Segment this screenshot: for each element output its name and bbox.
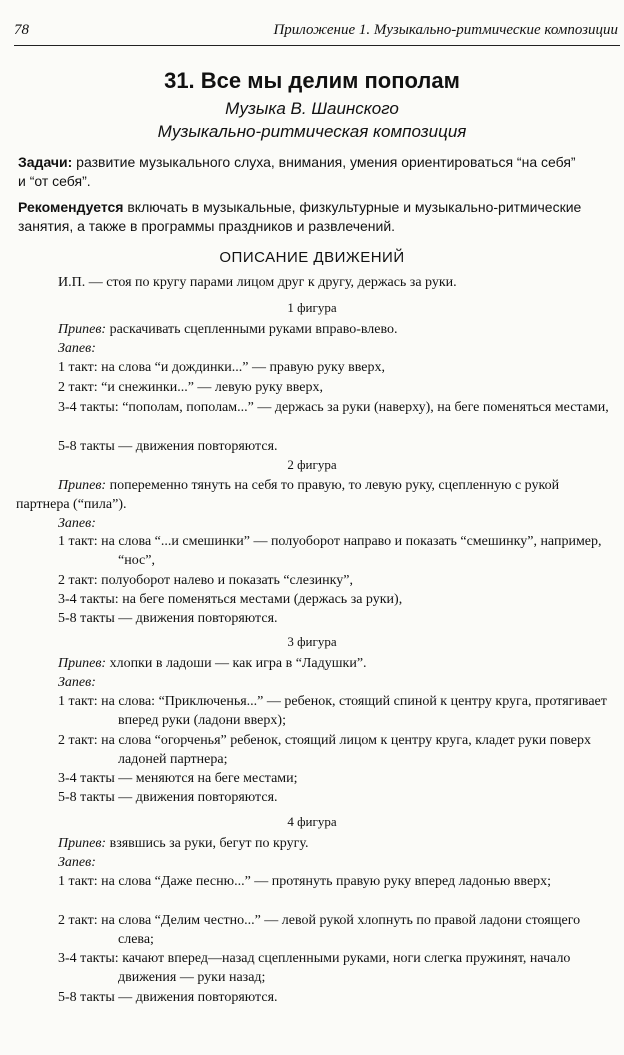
step-item: 3-4 такты: на беге поменяться местами (держась за руки), — [58, 592, 403, 607]
figure-heading: 3 фигура — [287, 634, 337, 649]
recommended-text-2: занятия, а также в программы праздников и развлечений. — [18, 218, 396, 234]
composer-subtitle: Музыка В. Шаинского — [225, 99, 399, 118]
chorus-text: хлопки в ладоши — как игра в “Ладушки”. — [106, 656, 367, 671]
step-item: 5-8 такты — движения повторяются. — [58, 611, 278, 626]
step-item: 3-4 такты: “пополам, пополам...” — держась за руки (наверху), на беге поменяться местами, — [58, 400, 609, 415]
verse-label: Запев: — [58, 675, 96, 690]
section-heading: ОПИСАНИЕ ДВИЖЕНИЙ — [219, 249, 405, 266]
step-item: 2 такт: “и снежинки...” — левую руку вверх, — [58, 380, 323, 395]
step-item: 5-8 такты — движения повторяются. — [58, 790, 278, 805]
step-item: 1 такт: на слова “и дождинки...” — правую руку вверх, — [58, 360, 386, 375]
start-position: И.П. — стоя по кругу парами лицом друг к другу, держась за руки. — [58, 275, 457, 290]
figure-heading: 4 фигура — [287, 814, 337, 829]
step-item: 5-8 такты — движения повторяются. — [58, 990, 278, 1005]
chorus-text: попеременно тянуть на себя то правую, то левую руку, сцепленную с рукой партнера (“пила”). — [16, 478, 560, 512]
genre-subtitle: Музыкально-ритмическая композиция — [157, 122, 467, 141]
step-item: 5-8 такты — движения повторяются. — [58, 439, 278, 454]
verse-label: Запев: — [58, 516, 96, 531]
chorus-text: раскачивать сцепленными руками вправо-влево. — [106, 322, 398, 337]
chorus-line — [58, 654, 618, 673]
step-item: 1 такт: на слова “...и смешинки” — полуоборот направо и показать “смешинку”, например, “нос”, — [58, 534, 602, 568]
chorus-line — [58, 834, 618, 853]
page-title: 31. Все мы делим пополам — [164, 68, 460, 93]
figure-heading: 2 фигура — [287, 457, 337, 472]
tasks-label: Задачи: — [18, 154, 73, 170]
tasks-paragraph — [18, 153, 618, 191]
recommended-label: Рекомендуется — [18, 199, 124, 215]
step-item: 2 такт: на слова “огорченья” ребенок, стоящий лицом к центру круга, кладет руки поверх ладоней партнера; — [58, 733, 592, 767]
step-item: 3-4 такты — меняются на беге местами; — [58, 771, 298, 786]
running-title: Приложение 1. Музыкально-ритмические композиции — [273, 22, 618, 38]
step-item: 3-4 такты: качают вперед—назад сцепленными руками, ноги слегка пружинят, начало движения — руки назад; — [58, 951, 571, 985]
chorus-line — [58, 320, 618, 339]
chorus-label: Припев: — [58, 836, 107, 851]
chorus-label: Припев: — [58, 322, 107, 337]
recommended-text-1: включать в музыкальные, физкультурные и музыкально-ритмические — [123, 199, 582, 215]
step-item: 2 такт: на слова “Делим честно...” — левой рукой хлопнуть по правой ладони стоящего слева; — [58, 913, 581, 947]
step-item: 1 такт: на слова: “Приключенья...” — ребенок, стоящий спиной к центру круга, протягивает вперед руки (ладони вверх); — [58, 694, 607, 728]
header-rule — [14, 45, 620, 46]
chorus-label: Припев: — [58, 478, 107, 493]
figure-heading: 1 фигура — [287, 300, 337, 315]
page-number: 78 — [14, 22, 29, 38]
verse-label: Запев: — [58, 341, 96, 356]
tasks-text-2: и “от себя”. — [18, 173, 91, 189]
step-item: 2 такт: полуоборот налево и показать “слезинку”, — [58, 573, 353, 588]
verse-label: Запев: — [58, 855, 96, 870]
chorus-text: взявшись за руки, бегут по кругу. — [106, 836, 309, 851]
step-item: 1 такт: на слова “Даже песню...” — протянуть правую руку вперед ладонью вверх; — [58, 874, 552, 889]
recommended-paragraph — [18, 198, 618, 236]
chorus-line — [16, 476, 614, 514]
tasks-text-1: развитие музыкального слуха, внимания, умения ориентироваться “на себя” — [72, 154, 576, 170]
chorus-label: Припев: — [58, 656, 107, 671]
